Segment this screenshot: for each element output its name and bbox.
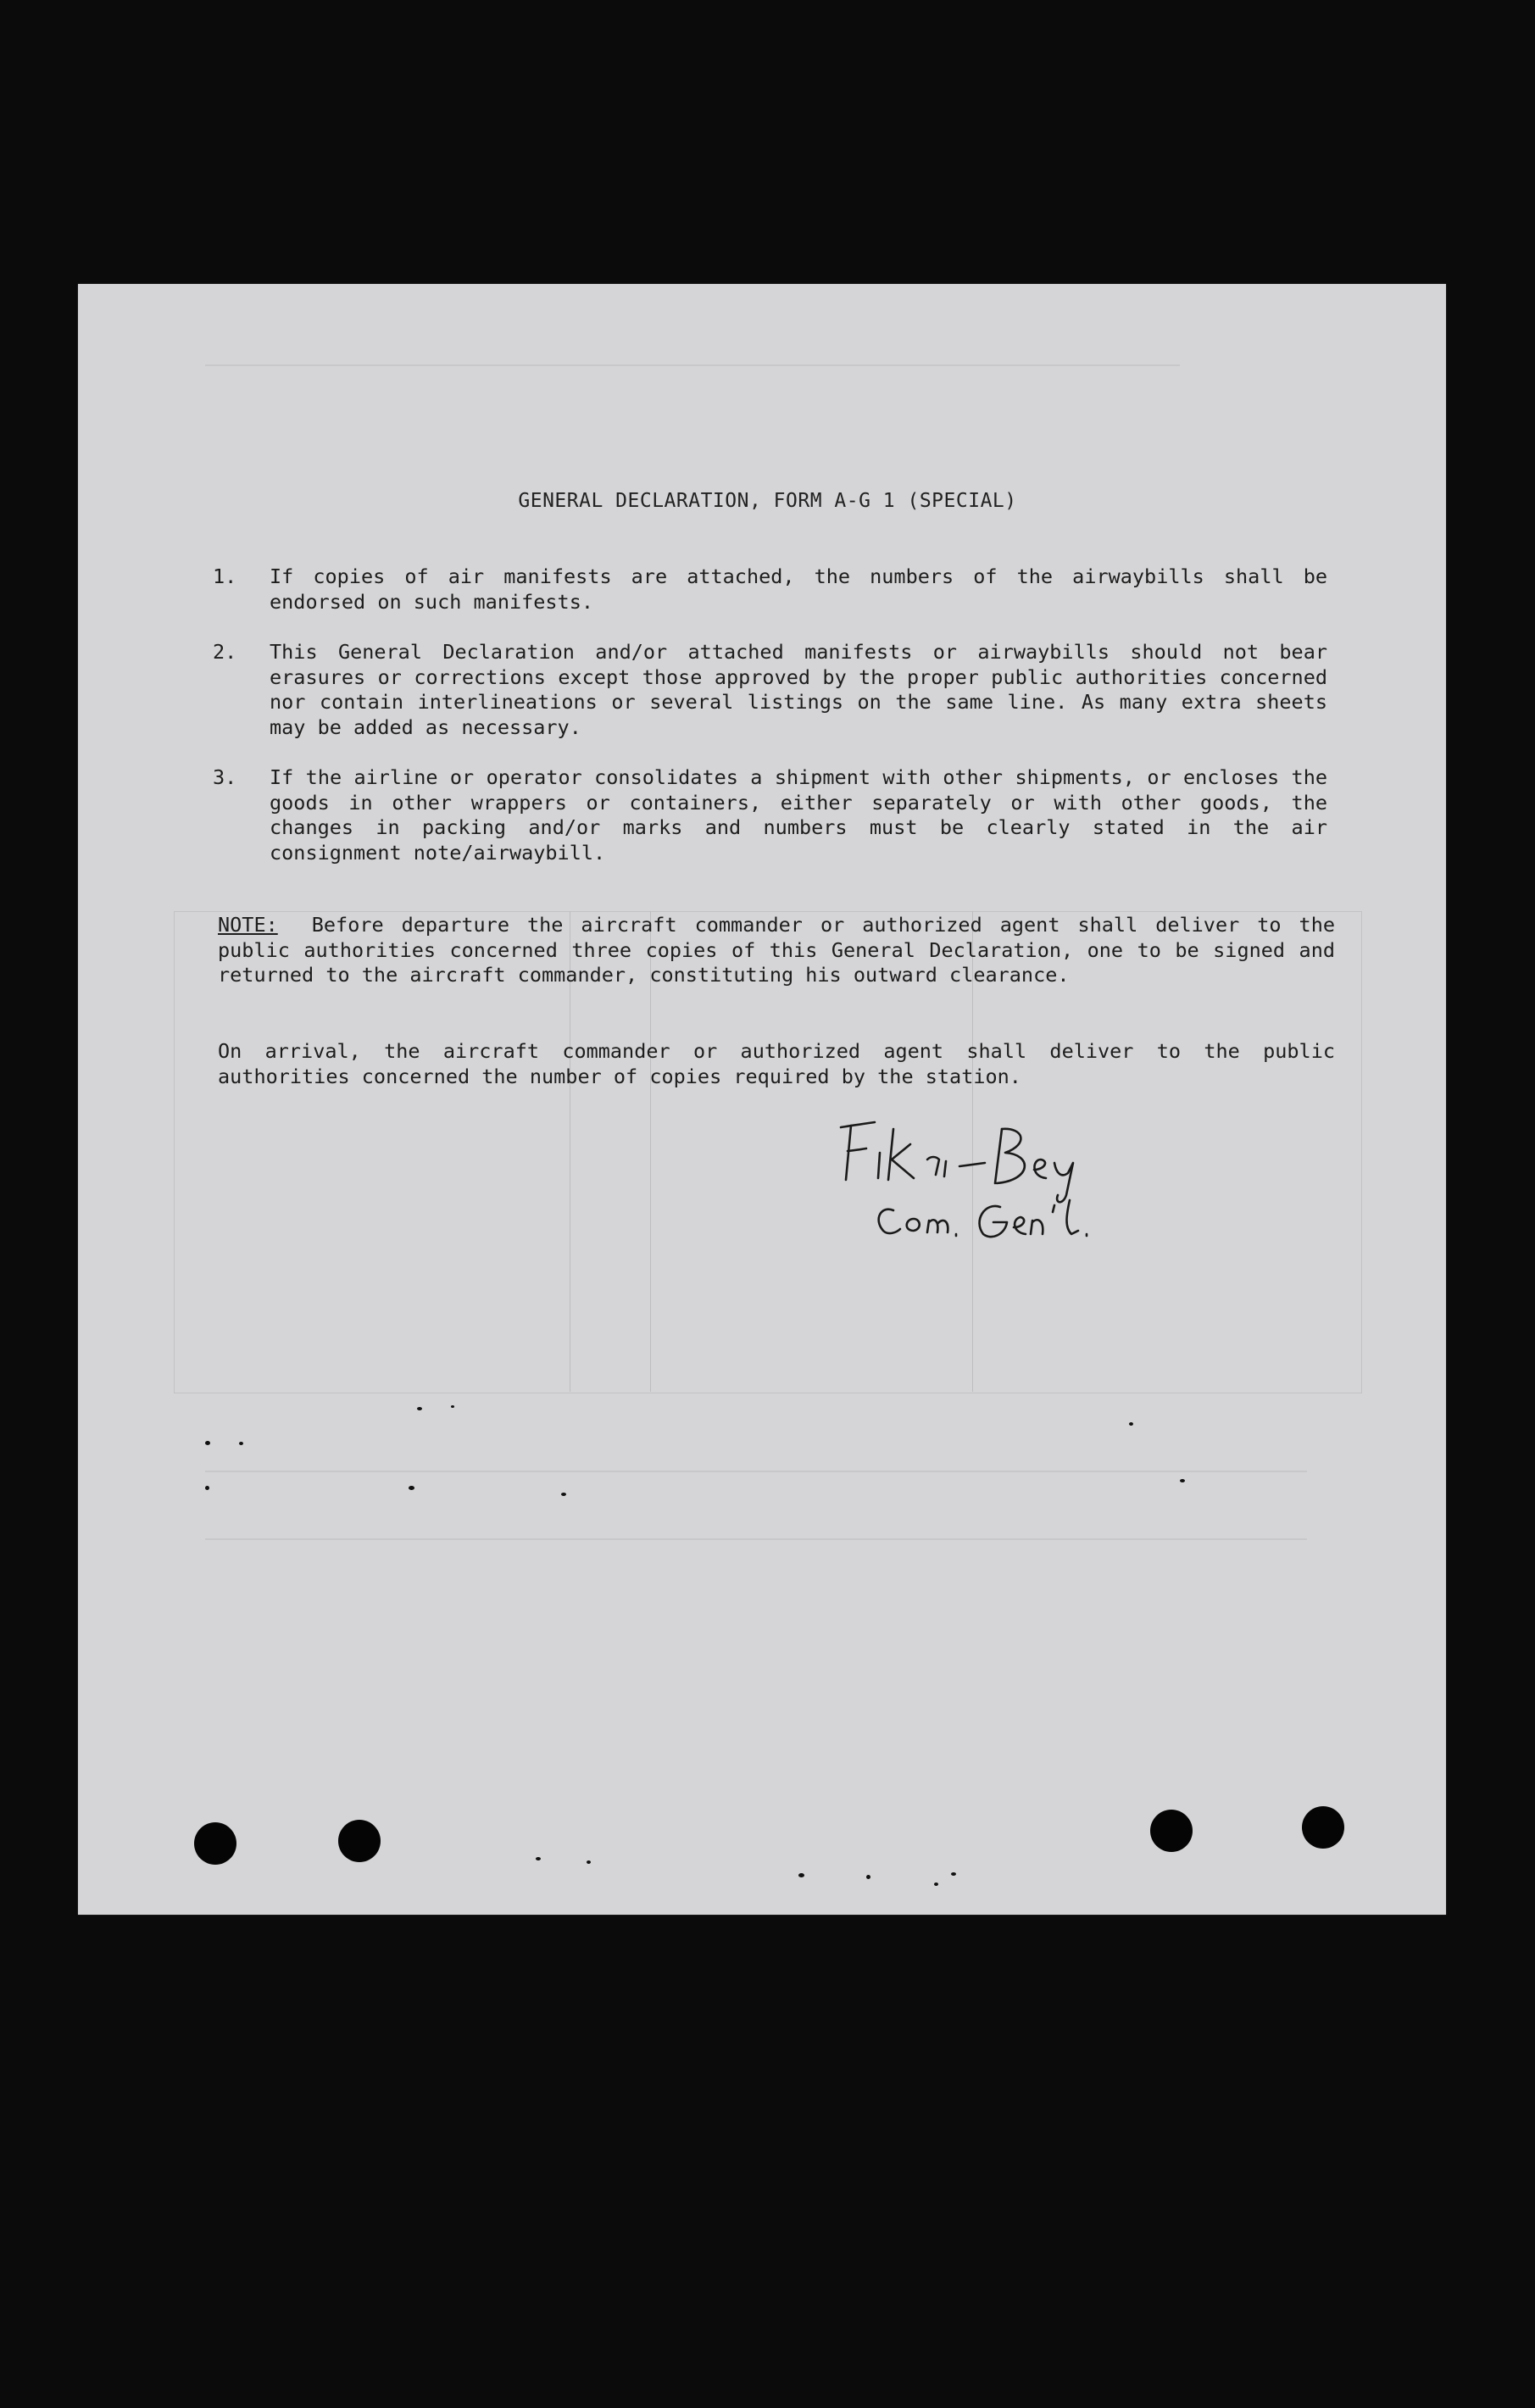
bleed-through-line — [205, 364, 1180, 366]
note-label: NOTE: — [218, 913, 278, 937]
ink-speck — [866, 1875, 870, 1879]
ink-speck — [798, 1873, 804, 1877]
bleed-through-line — [205, 1538, 1307, 1540]
note-paragraph — [218, 913, 1335, 988]
punch-hole — [1302, 1806, 1344, 1849]
note-text: Before departure the aircraft commander or authorized agent shall deliver to the public authorities concerned three copies of this General Declaration, one to be signed and returned to the aircraft commander, constituting his outward clearance. — [218, 913, 1335, 987]
ink-speck — [451, 1405, 454, 1408]
punch-hole — [194, 1822, 236, 1865]
ink-speck — [561, 1493, 566, 1496]
item-number: 3. — [213, 765, 237, 789]
ink-speck — [934, 1882, 938, 1886]
ink-speck — [205, 1441, 210, 1445]
ink-speck — [951, 1872, 956, 1876]
item-text: If copies of air manifests are attached, the numbers of the airwaybills shall be endorsed on such manifests. — [270, 564, 1327, 614]
bleed-through-line — [205, 1471, 1307, 1472]
punch-hole — [338, 1820, 381, 1862]
item-number: 2. — [213, 640, 237, 664]
ink-speck — [205, 1486, 209, 1490]
ink-speck — [1180, 1479, 1185, 1482]
ink-speck — [1129, 1422, 1133, 1426]
ink-speck — [239, 1442, 243, 1445]
form-title: GENERAL DECLARATION, FORM A-G 1 (SPECIAL) — [518, 490, 1017, 512]
ink-speck — [417, 1407, 422, 1410]
item-number: 1. — [213, 564, 237, 588]
ink-speck — [409, 1486, 414, 1490]
ink-speck — [587, 1860, 591, 1864]
item-text: This General Declaration and/or attached manifests or airwaybills should not bear erasures or corrections except those approved by the proper public authorities concerned nor contain interlineations or several listings on the same line. As many extra sheets may be added as necessary. — [270, 640, 1327, 739]
item-text: If the airline or operator consolidates a shipment with other shipments, or encloses the goods in other wrappers or containers, either separately or with other goods, the changes in packing and/or marks and numbers must be clearly stated in the air consignment note/airwaybill. — [270, 765, 1327, 865]
handwritten-signature — [832, 1110, 1188, 1254]
punch-hole — [1150, 1810, 1193, 1852]
document-sheet — [78, 284, 1446, 1915]
arrival-paragraph: On arrival, the aircraft commander or authorized agent shall deliver to the public authorities concerned the number of copies required by the station. — [218, 1039, 1335, 1088]
ink-speck — [536, 1857, 541, 1860]
